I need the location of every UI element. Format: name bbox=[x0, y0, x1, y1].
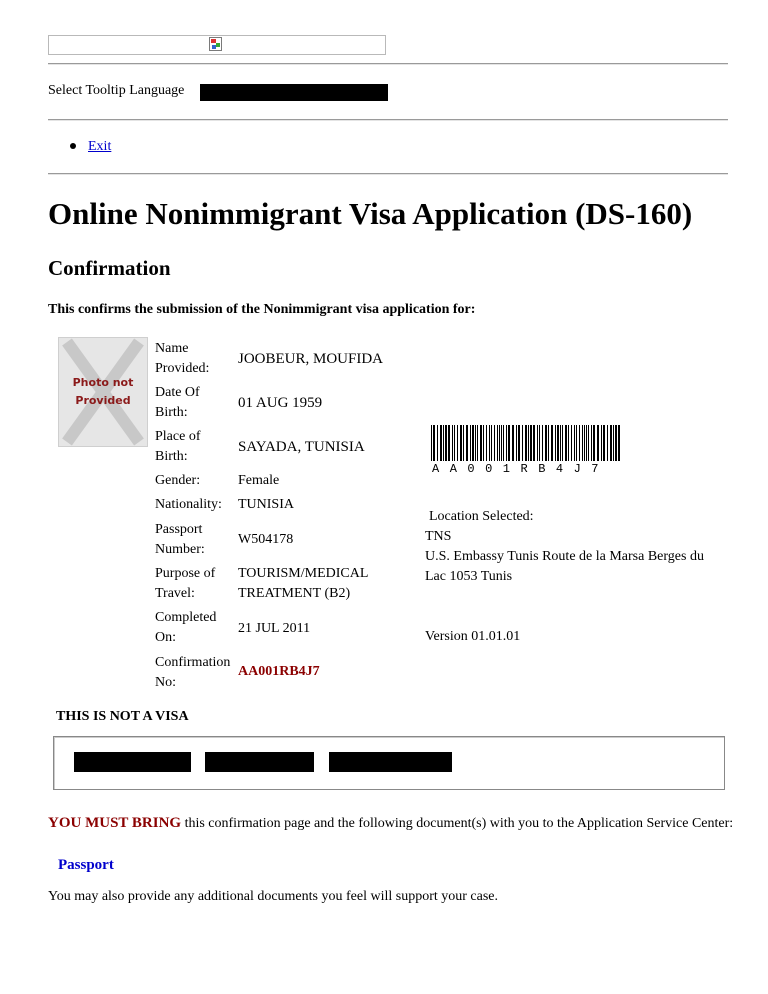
exit-link[interactable]: Exit bbox=[88, 139, 112, 154]
dob-label: Date Of Birth: bbox=[155, 385, 200, 420]
gender-label: Gender: bbox=[155, 473, 201, 488]
gender-value: Female bbox=[238, 473, 280, 488]
barcode-text: AA001RB4J7 bbox=[432, 462, 610, 476]
must-bring-paragraph bbox=[48, 813, 738, 834]
page-title: Online Nonimmigrant Visa Application (DS-160) bbox=[48, 196, 693, 231]
location-label: Location Selected: bbox=[429, 509, 534, 524]
applicant-photo-placeholder bbox=[58, 337, 148, 447]
tooltip-language-select[interactable] bbox=[200, 84, 388, 101]
divider bbox=[48, 173, 728, 175]
purpose-value: TOURISM/MEDICAL TREATMENT (B2) bbox=[238, 566, 368, 601]
photo-caption: Photo not Provided bbox=[72, 376, 134, 407]
barcode-image bbox=[430, 425, 622, 461]
not-visa-heading: THIS IS NOT A VISA bbox=[56, 709, 189, 724]
birthplace-label: Place of Birth: bbox=[155, 429, 201, 464]
confirmation-no-value: AA001RB4J7 bbox=[238, 664, 320, 679]
page-subtitle: Confirmation bbox=[48, 256, 171, 280]
completed-on-value: 21 JUL 2011 bbox=[238, 621, 311, 636]
tooltip-language-label: Select Tooltip Language bbox=[48, 83, 185, 98]
location-address: U.S. Embassy Tunis Route de la Marsa Berges du Lac 1053 Tunis bbox=[425, 549, 704, 584]
passport-number-value: W504178 bbox=[238, 532, 294, 547]
redacted-block bbox=[74, 752, 191, 772]
additional-documents-text: You may also provide any additional documents you feel will support your case. bbox=[48, 889, 498, 904]
redacted-block bbox=[329, 752, 452, 772]
name-value: JOOBEUR, MOUFIDA bbox=[238, 351, 384, 367]
passport-number-label: Passport Number: bbox=[155, 522, 205, 557]
purpose-label: Purpose of Travel: bbox=[155, 566, 216, 601]
nationality-value: TUNISIA bbox=[238, 497, 294, 512]
redacted-box bbox=[53, 736, 725, 790]
location-code: TNS bbox=[425, 529, 452, 544]
divider bbox=[48, 119, 728, 121]
must-bring-emphasis: YOU MUST BRING bbox=[48, 815, 182, 831]
birthplace-value: SAYADA, TUNISIA bbox=[238, 439, 365, 455]
completed-on-label: Completed On: bbox=[155, 610, 217, 645]
must-bring-text: this confirmation page and the following document(s) with you to the Application Service Center: bbox=[181, 816, 734, 831]
divider bbox=[48, 63, 728, 65]
dob-value: 01 AUG 1959 bbox=[238, 395, 323, 411]
required-document: Passport bbox=[58, 857, 114, 873]
confirmation-no-label: Confirmation No: bbox=[155, 655, 231, 690]
broken-image-icon bbox=[209, 37, 223, 52]
nationality-label: Nationality: bbox=[155, 497, 222, 512]
name-label: Name Provided: bbox=[155, 341, 210, 376]
top-image-box bbox=[48, 35, 386, 55]
version-text: Version 01.01.01 bbox=[425, 629, 521, 644]
confirm-statement: This confirms the submission of the Nonimmigrant visa application for: bbox=[48, 302, 476, 317]
redacted-block bbox=[205, 752, 314, 772]
bullet-icon bbox=[70, 143, 76, 149]
